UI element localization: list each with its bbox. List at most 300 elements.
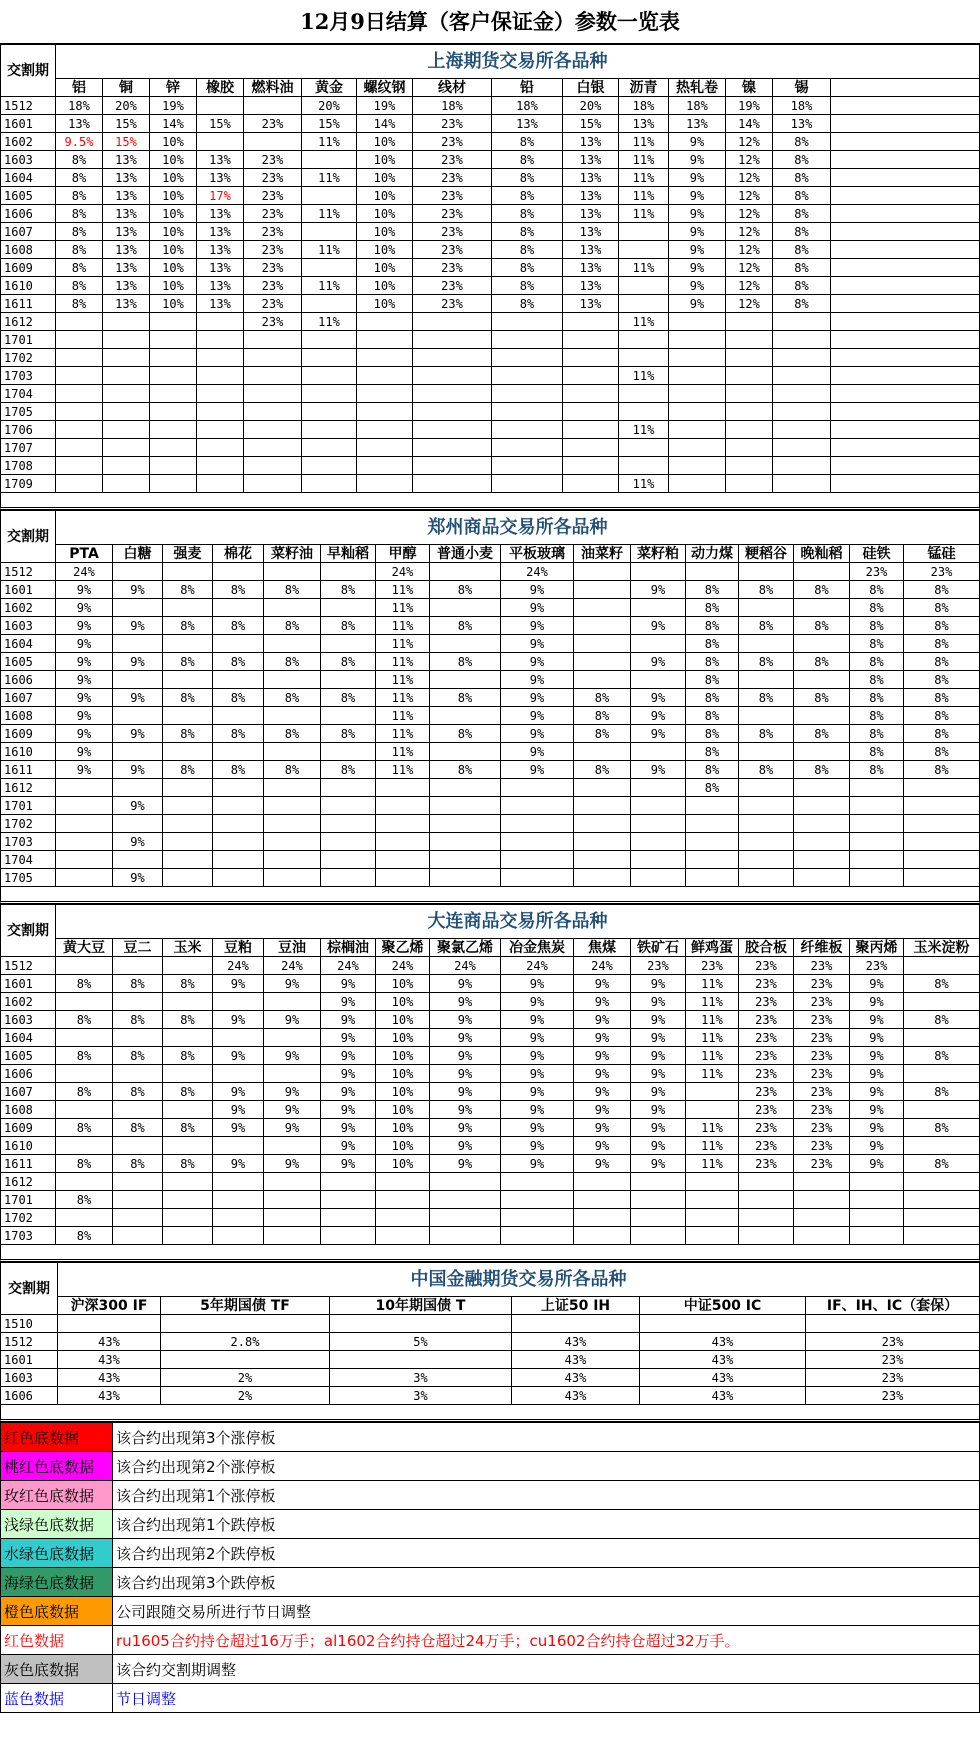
margin-cell	[302, 421, 357, 439]
empty-cell	[831, 421, 980, 439]
margin-cell: 13%	[563, 295, 619, 313]
margin-cell	[631, 1191, 686, 1209]
margin-cell: 24%	[430, 957, 501, 975]
margin-cell: 11%	[302, 277, 357, 295]
margin-cell: 9%	[56, 725, 113, 743]
margin-cell: 24%	[376, 563, 430, 581]
margin-cell: 9%	[213, 1119, 264, 1137]
margin-cell: 23%	[850, 957, 904, 975]
margin-cell	[631, 1227, 686, 1245]
margin-cell: 9%	[631, 1011, 686, 1029]
margin-cell: 8%	[904, 725, 980, 743]
table-row	[1, 97, 980, 115]
period-cell: 1512	[1, 957, 56, 975]
margin-cell: 8%	[56, 1119, 113, 1137]
product-header: 菜籽油	[264, 545, 321, 563]
margin-cell: 8%	[213, 581, 264, 599]
margin-cell: 8%	[850, 653, 904, 671]
margin-cell: 8%	[213, 725, 264, 743]
margin-cell: 18%	[56, 97, 103, 115]
margin-cell: 8%	[430, 581, 501, 599]
margin-cell	[492, 385, 563, 403]
period-cell: 1701	[1, 797, 56, 815]
margin-cell	[631, 563, 686, 581]
margin-cell: 8%	[904, 707, 980, 725]
margin-cell: 8%	[113, 1155, 163, 1173]
product-header: 橡胶	[197, 79, 244, 97]
margin-cell: 13%	[56, 115, 103, 133]
margin-cell	[103, 367, 150, 385]
margin-cell	[773, 367, 831, 385]
shfe-table	[0, 44, 980, 493]
margin-cell	[264, 797, 321, 815]
margin-cell: 8%	[686, 707, 739, 725]
margin-cell: 23%	[739, 1011, 794, 1029]
margin-cell: 8%	[163, 975, 213, 993]
period-cell: 1708	[1, 457, 56, 475]
margin-cell	[113, 1173, 163, 1191]
margin-cell: 43%	[58, 1387, 161, 1405]
margin-cell	[574, 797, 631, 815]
margin-cell: 23%	[794, 1119, 850, 1137]
margin-cell: 10%	[357, 133, 413, 151]
margin-cell	[794, 815, 850, 833]
margin-cell	[739, 599, 794, 617]
margin-cell: 13%	[563, 133, 619, 151]
product-header: 玉米	[163, 939, 213, 957]
margin-cell: 8%	[794, 761, 850, 779]
margin-cell	[619, 277, 669, 295]
margin-cell	[850, 1191, 904, 1209]
margin-cell	[631, 851, 686, 869]
period-cell: 1601	[1, 975, 56, 993]
period-cell: 1606	[1, 205, 56, 223]
product-header: 聚乙烯	[376, 939, 430, 957]
product-header: IF、IH、IC（套保）	[806, 1297, 980, 1315]
product-header: 纤维板	[794, 939, 850, 957]
margin-cell: 43%	[512, 1351, 640, 1369]
period-cell: 1703	[1, 833, 56, 851]
margin-cell	[904, 1137, 980, 1155]
margin-cell: 13%	[103, 223, 150, 241]
margin-cell: 23%	[631, 957, 686, 975]
product-header: 螺纹钢	[357, 79, 413, 97]
margin-cell: 9%	[113, 797, 163, 815]
margin-cell: 11%	[619, 205, 669, 223]
margin-cell: 11%	[619, 133, 669, 151]
margin-cell: 23%	[413, 295, 492, 313]
margin-cell	[904, 1173, 980, 1191]
margin-cell	[357, 313, 413, 331]
margin-cell: 9%	[631, 653, 686, 671]
margin-cell: 9%	[631, 617, 686, 635]
product-header: 硅铁	[850, 545, 904, 563]
margin-cell	[302, 151, 357, 169]
margin-cell: 18%	[773, 97, 831, 115]
margin-cell: 8%	[904, 635, 980, 653]
period-cell: 1601	[1, 1351, 58, 1369]
period-cell: 1602	[1, 133, 56, 151]
margin-cell: 9%	[501, 1065, 574, 1083]
margin-cell	[264, 1137, 321, 1155]
table-row	[1, 743, 980, 761]
margin-cell: 8%	[739, 617, 794, 635]
margin-cell: 8%	[264, 653, 321, 671]
margin-cell	[574, 581, 631, 599]
margin-cell: 13%	[103, 169, 150, 187]
dce-table	[0, 904, 980, 1245]
margin-cell	[619, 223, 669, 241]
margin-cell: 13%	[197, 295, 244, 313]
margin-cell: 8%	[264, 581, 321, 599]
margin-cell: 10%	[357, 295, 413, 313]
margin-cell: 8%	[904, 1047, 980, 1065]
margin-cell: 9%	[213, 975, 264, 993]
margin-cell	[56, 403, 103, 421]
margin-cell: 9%	[501, 653, 574, 671]
margin-cell: 8%	[213, 689, 264, 707]
margin-cell	[113, 1209, 163, 1227]
margin-cell: 13%	[197, 259, 244, 277]
margin-cell	[163, 599, 213, 617]
czce-table	[0, 510, 980, 887]
period-cell: 1604	[1, 635, 56, 653]
margin-cell	[264, 743, 321, 761]
margin-cell: 9%	[430, 1029, 501, 1047]
period-cell: 1607	[1, 223, 56, 241]
margin-cell	[619, 349, 669, 367]
product-header: PTA	[56, 545, 113, 563]
margin-cell: 23%	[413, 187, 492, 205]
margin-cell	[244, 133, 302, 151]
margin-cell: 10%	[357, 277, 413, 295]
margin-cell	[773, 421, 831, 439]
margin-cell: 11%	[302, 241, 357, 259]
margin-cell	[574, 599, 631, 617]
margin-cell: 23%	[244, 151, 302, 169]
margin-cell: 8%	[686, 617, 739, 635]
margin-cell: 8%	[904, 1155, 980, 1173]
margin-cell	[850, 851, 904, 869]
margin-cell	[904, 833, 980, 851]
product-header: 豆油	[264, 939, 321, 957]
margin-cell: 9%	[574, 993, 631, 1011]
margin-cell: 20%	[103, 97, 150, 115]
table-row	[1, 975, 980, 993]
margin-cell: 8%	[686, 725, 739, 743]
margin-cell	[213, 563, 264, 581]
margin-cell: 9%	[574, 975, 631, 993]
margin-cell	[631, 743, 686, 761]
margin-cell	[739, 815, 794, 833]
margin-cell	[739, 851, 794, 869]
legend-row	[1, 1452, 980, 1481]
margin-cell	[56, 367, 103, 385]
table-row	[1, 259, 980, 277]
margin-cell	[197, 367, 244, 385]
margin-cell: 23%	[244, 259, 302, 277]
margin-cell: 9%	[213, 1011, 264, 1029]
product-header: 玉米淀粉	[904, 939, 980, 957]
margin-cell	[619, 241, 669, 259]
margin-cell: 9%	[430, 1047, 501, 1065]
margin-cell: 23%	[244, 169, 302, 187]
margin-cell: 11%	[686, 1155, 739, 1173]
product-header: 中证500 IC	[640, 1297, 806, 1315]
legend-description: 该合约出现第1个涨停板	[113, 1481, 980, 1510]
period-cell: 1612	[1, 1173, 56, 1191]
table-row	[1, 1333, 980, 1351]
margin-cell	[376, 797, 430, 815]
margin-cell: 8%	[850, 707, 904, 725]
margin-cell: 23%	[794, 1065, 850, 1083]
margin-cell	[492, 475, 563, 493]
period-cell: 1610	[1, 743, 56, 761]
period-cell: 1609	[1, 1119, 56, 1137]
margin-cell: 8%	[56, 205, 103, 223]
margin-cell: 8%	[492, 169, 563, 187]
margin-cell	[103, 313, 150, 331]
margin-cell	[619, 295, 669, 313]
margin-cell	[430, 1227, 501, 1245]
margin-cell: 8%	[56, 975, 113, 993]
legend-description: 该合约出现第1个跌停板	[113, 1510, 980, 1539]
margin-cell	[739, 779, 794, 797]
margin-cell	[213, 993, 264, 1011]
margin-cell	[492, 457, 563, 475]
legend-swatch: 蓝色数据	[1, 1684, 113, 1713]
table-row	[1, 1011, 980, 1029]
margin-cell: 8%	[492, 187, 563, 205]
margin-cell: 9%	[631, 1029, 686, 1047]
table-row	[1, 617, 980, 635]
margin-cell: 8%	[113, 1047, 163, 1065]
margin-cell: 23%	[413, 241, 492, 259]
margin-cell: 8%	[163, 1047, 213, 1065]
margin-cell	[726, 349, 773, 367]
table-row	[1, 1227, 980, 1245]
margin-cell	[103, 331, 150, 349]
margin-cell: 23%	[244, 241, 302, 259]
margin-cell	[563, 331, 619, 349]
margin-cell: 8%	[773, 151, 831, 169]
margin-cell	[197, 97, 244, 115]
margin-cell	[213, 635, 264, 653]
margin-cell	[197, 133, 244, 151]
margin-cell: 8%	[56, 169, 103, 187]
margin-cell	[56, 1101, 113, 1119]
margin-cell: 8%	[492, 259, 563, 277]
margin-cell: 13%	[197, 205, 244, 223]
margin-cell: 8%	[794, 581, 850, 599]
margin-cell	[113, 1227, 163, 1245]
period-cell: 1707	[1, 439, 56, 457]
margin-cell: 24%	[56, 563, 113, 581]
margin-cell	[794, 1191, 850, 1209]
margin-cell: 9%	[631, 1101, 686, 1119]
margin-cell: 11%	[619, 151, 669, 169]
margin-cell: 23%	[413, 115, 492, 133]
margin-cell	[357, 421, 413, 439]
table-row	[1, 223, 980, 241]
margin-cell: 8%	[163, 1083, 213, 1101]
margin-cell: 8%	[163, 653, 213, 671]
margin-cell	[197, 421, 244, 439]
margin-cell	[904, 779, 980, 797]
margin-cell: 8%	[113, 1083, 163, 1101]
margin-cell: 8%	[56, 1083, 113, 1101]
margin-cell	[563, 367, 619, 385]
empty-cell	[831, 223, 980, 241]
margin-cell	[563, 421, 619, 439]
margin-cell: 10%	[150, 169, 197, 187]
table-row	[1, 367, 980, 385]
period-cell: 1703	[1, 367, 56, 385]
margin-cell: 9%	[850, 1155, 904, 1173]
margin-cell: 9%	[264, 1083, 321, 1101]
margin-cell	[213, 779, 264, 797]
margin-cell	[904, 815, 980, 833]
margin-cell: 8%	[56, 1155, 113, 1173]
legend-row	[1, 1684, 980, 1713]
period-cell: 1705	[1, 869, 56, 887]
margin-cell: 9%	[321, 1119, 376, 1137]
margin-cell	[321, 599, 376, 617]
margin-cell	[794, 851, 850, 869]
margin-cell	[213, 1137, 264, 1155]
margin-cell: 9%	[850, 1029, 904, 1047]
margin-cell	[413, 403, 492, 421]
margin-cell: 8%	[904, 671, 980, 689]
period-header: 交割期	[1, 511, 56, 563]
margin-cell: 9%	[850, 975, 904, 993]
product-header: 平板玻璃	[501, 545, 574, 563]
margin-cell	[56, 957, 113, 975]
margin-cell	[213, 851, 264, 869]
product-header: 上证50 IH	[512, 1297, 640, 1315]
margin-cell: 8%	[850, 725, 904, 743]
margin-cell	[669, 385, 726, 403]
margin-cell: 9%	[264, 1047, 321, 1065]
margin-cell	[264, 869, 321, 887]
margin-cell: 8%	[904, 743, 980, 761]
margin-cell: 9%	[501, 1047, 574, 1065]
margin-cell	[669, 403, 726, 421]
margin-cell: 8%	[739, 725, 794, 743]
period-cell: 1704	[1, 851, 56, 869]
margin-cell	[773, 439, 831, 457]
margin-cell	[501, 1209, 574, 1227]
legend-description: 该合约出现第2个涨停板	[113, 1452, 980, 1481]
margin-cell: 23%	[739, 1155, 794, 1173]
margin-cell	[574, 851, 631, 869]
margin-cell	[739, 743, 794, 761]
margin-cell	[163, 833, 213, 851]
margin-cell	[302, 187, 357, 205]
margin-cell	[330, 1315, 512, 1333]
margin-cell: 9%	[430, 1065, 501, 1083]
margin-cell: 43%	[512, 1387, 640, 1405]
margin-cell	[113, 563, 163, 581]
margin-cell	[56, 349, 103, 367]
product-header: 黄大豆	[56, 939, 113, 957]
margin-cell: 43%	[640, 1333, 806, 1351]
margin-cell: 13%	[103, 187, 150, 205]
margin-cell: 23%	[739, 975, 794, 993]
margin-cell	[773, 457, 831, 475]
margin-cell	[669, 439, 726, 457]
margin-cell	[321, 1191, 376, 1209]
margin-cell	[264, 993, 321, 1011]
empty-cell	[831, 349, 980, 367]
empty-cell	[831, 97, 980, 115]
margin-cell: 24%	[376, 957, 430, 975]
margin-cell: 9%	[631, 1065, 686, 1083]
margin-cell: 9%	[213, 1083, 264, 1101]
margin-cell	[56, 475, 103, 493]
period-cell: 1606	[1, 671, 56, 689]
margin-cell: 9%	[501, 1137, 574, 1155]
exchange-title: 中国金融期货交易所各品种	[58, 1263, 980, 1297]
product-header: 铝	[56, 79, 103, 97]
margin-cell	[321, 797, 376, 815]
margin-cell: 9%	[56, 743, 113, 761]
legend-swatch: 桃红色底数据	[1, 1452, 113, 1481]
margin-cell: 9%	[501, 635, 574, 653]
margin-cell: 23%	[244, 223, 302, 241]
margin-cell	[850, 1209, 904, 1227]
margin-cell	[376, 779, 430, 797]
margin-cell	[413, 313, 492, 331]
margin-cell: 8%	[492, 133, 563, 151]
margin-cell	[321, 563, 376, 581]
margin-cell: 9%	[113, 869, 163, 887]
margin-cell: 23%	[794, 957, 850, 975]
margin-cell	[244, 349, 302, 367]
margin-cell: 9%	[631, 761, 686, 779]
margin-cell: 13%	[563, 169, 619, 187]
empty-cell	[831, 241, 980, 259]
margin-cell	[321, 743, 376, 761]
margin-cell: 10%	[357, 241, 413, 259]
margin-cell	[213, 797, 264, 815]
margin-cell: 9%	[56, 581, 113, 599]
product-header: 普通小麦	[430, 545, 501, 563]
margin-cell	[56, 1137, 113, 1155]
margin-cell	[739, 1227, 794, 1245]
margin-cell: 8%	[492, 151, 563, 169]
table-row	[1, 295, 980, 313]
margin-cell: 8%	[904, 599, 980, 617]
margin-cell: 8%	[904, 975, 980, 993]
margin-cell	[430, 1191, 501, 1209]
margin-cell: 8%	[113, 975, 163, 993]
margin-cell: 15%	[103, 115, 150, 133]
margin-cell	[56, 1065, 113, 1083]
period-cell: 1702	[1, 815, 56, 833]
margin-cell: 23%	[739, 1101, 794, 1119]
margin-cell: 9%	[669, 205, 726, 223]
margin-cell: 8%	[56, 151, 103, 169]
margin-cell: 8%	[56, 1191, 113, 1209]
margin-cell	[163, 743, 213, 761]
margin-cell	[264, 635, 321, 653]
empty-cell	[831, 457, 980, 475]
margin-cell	[150, 313, 197, 331]
margin-cell	[492, 439, 563, 457]
margin-cell	[113, 815, 163, 833]
margin-cell: 23%	[244, 187, 302, 205]
